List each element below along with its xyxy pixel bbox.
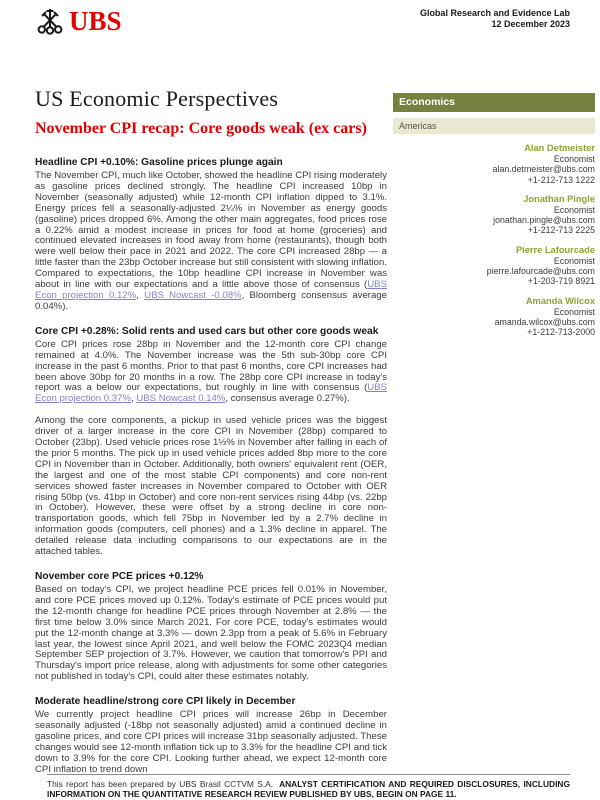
- contact-role: Economist: [553, 154, 595, 164]
- inline-link[interactable]: UBS Econ projection 0.37%: [35, 382, 387, 405]
- contact-card: [393, 194, 595, 236]
- contact-phone: +1-212-713 2225: [527, 225, 595, 236]
- text-segment: Core CPI prices rose 28bp in November and the 12-month core CPI change remained at 4.0%. The November increase was the 5th sub-30bp core CPI increase in the past 6 months. Prior to that past 6 months, core CPI increases had been above 30bp for 20 months in a row. The 28bp core CPI increase in today's report was a below our expectations, but roughly in line with consensus (: [35, 338, 387, 394]
- inline-link[interactable]: UBS Nowcast 0.14%: [136, 393, 226, 405]
- contact-card: [393, 296, 595, 338]
- main-content: [35, 157, 387, 789]
- paragraph: [35, 710, 387, 775]
- section-headline-cpi: [35, 157, 387, 313]
- ubs-wordmark: UBS: [69, 6, 122, 36]
- contact-card: [393, 143, 595, 185]
- section-december-outlook: [35, 696, 387, 775]
- section-core-cpi: [35, 326, 387, 558]
- footer-prepared-by: This report has been prepared by UBS Brasil CCTVM S.A.: [47, 779, 274, 789]
- ubs-keys-icon: [35, 5, 65, 37]
- page-header: [35, 5, 570, 37]
- text-segment: The November CPI, much like October, showed the headline CPI rising moderately as gasoline prices declined strongly. The headline CPI increased 10bp in November (seasonally adjusted) while 12-month CPI inflation dipped to 3.1%. Energy prices fell a seasonally-adjusted 2¼% in November as energy goods (gasoline) prices dropped 6%. Among the other main aggregates, food prices rose a 0.22% amid a modest increase in prices for food at home (groceries) and continued elevated increases in food away from home (restaurants), though both were well below their pace in 2021 and 2022. The core CPI increased 28bp — a little faster than the 23bp October increase but still consistent with slowing inflation. Compared to expectations, the 10bp headline CPI increase in November was about in line with our expectations and a little above those of consensus (: [35, 170, 387, 291]
- report-date: 12 December 2023: [491, 19, 570, 29]
- ubs-logo: [35, 5, 122, 37]
- contact-phone: +1-212-713 1222: [527, 174, 595, 185]
- contact-email: pierre.lafourcade@ubs.com: [486, 266, 595, 277]
- text-segment: Among the core components, a pickup in used vehicle prices was the biggest driver of a larger increase in the core CPI in November (28bp) compared to October (23bp). Used vehicle prices rose 1½% in November after falling in each of the prior 5 months. The pick up in used vehicle prices added 8bp more to the core CPI in November than in October. Additionally, both owners' equivalent rent (OER, the largest and one of the most stable CPI components) and core non-rent services showed faster increases in November compared to October with OER rising 50bp (vs. 41bp in October) and core non-rent services rising 44bp (vs. 22bp in October). However, these were offset by a strong decline in core non-transportation goods, which fell 75bp in November led by a 2.7% decline in information goods (computers, cell phones) and a 1.3% decline in apparel. The detailed release data including comparisons to our expectations are in the attached tables.: [35, 415, 387, 558]
- page-subtitle: November CPI recap: Core goods weak (ex cars): [35, 120, 367, 137]
- contact-name: Amanda Wilcox: [525, 295, 595, 306]
- header-meta: [420, 5, 570, 30]
- contact-email: alan.detmeister@ubs.com: [492, 164, 595, 175]
- contact-role: Economist: [553, 204, 595, 215]
- contact-phone: +1-203-719 8921: [527, 276, 595, 287]
- text-segment: , consensus average 0.27%).: [225, 393, 350, 405]
- sidebar-region-banner: Americas: [393, 118, 595, 134]
- inline-link[interactable]: UBS Nowcast -0.08%: [144, 289, 242, 301]
- title-block: [35, 86, 387, 138]
- contact-email: jonathan.pingle@ubs.com: [493, 215, 595, 226]
- contact-name: Jonathan Pingle: [523, 193, 595, 204]
- section-heading: Headline CPI +0.10%: Gasoline prices plunge again: [35, 157, 283, 168]
- analyst-contacts: [393, 143, 595, 338]
- contact-card: [393, 245, 595, 287]
- paragraph: [35, 585, 387, 683]
- section-heading: Moderate headline/strong core CPI likely in December: [35, 696, 296, 708]
- section-core-pce: [35, 571, 387, 683]
- research-lab-label: Global Research and Evidence Lab: [419, 8, 570, 18]
- text-segment: ,: [136, 289, 145, 301]
- section-heading: November core PCE prices +0.12%: [35, 571, 204, 582]
- contact-phone: +1-212-713-2000: [527, 327, 595, 338]
- section-heading: Core CPI +0.28%: Solid rents and used cars but other core goods weak: [35, 325, 379, 337]
- contact-name: Alan Detmeister: [524, 143, 595, 153]
- contact-role: Economist: [553, 255, 595, 266]
- text-segment: ,: [131, 393, 137, 405]
- page-title: US Economic Perspectives: [35, 86, 279, 111]
- text-segment: , Bloomberg consensus average 0.04%).: [35, 289, 387, 312]
- paragraph: [35, 340, 387, 405]
- text-segment: We currently project headline CPI prices will increase 26bp in December seasonally adjusted (-18bp not seasonally adjusted) amid a continued decline in gasoline prices, and core CPI prices will increase 31bp seasonally adjusted. These changes would see 12-month inflation tick up to 3.3% for the headline CPI and tick down to 3.9% for the core CPI. Looking further ahead, we expect 12-month core CPI inflation to trend down: [35, 709, 387, 775]
- paragraph: [35, 171, 387, 313]
- sidebar: [393, 93, 595, 347]
- footer-disclosure-text: ANALYST CERTIFICATION AND REQUIRED DISCLOSURES, INCLUDING INFORMATION ON THE QUANTITATIVE RESEARCH REVIEW PUBLISHED BY UBS, BEGIN ON PAGE 11.: [47, 779, 570, 799]
- contact-email: amanda.wilcox@ubs.com: [494, 316, 595, 327]
- inline-link[interactable]: UBS Econ projection 0.12%: [35, 279, 387, 301]
- footer-disclosure: [47, 774, 570, 799]
- text-segment: Based on today's CPI, we project headline PCE prices fell 0.01% in November, and core PCE prices moved up 0.12%. Today's estimate of PCE prices would put the 12-month change for headline PCE prices through November at 2.8% — the first time below 3.0% since March 2021. For core PCE, today's estimates would put the 12-month change at 3.3% — down 2.3pp from a peak of 5.6% in February last year, the lowest since April 2021, and well below the FOMC 2023Q4 median September SEP projection of 3.7%. However, we caution that tomorrow's PPI and Thursday's import price release, along with adjustments for some other categories not published in today's CPI, could alter these estimates notably.: [35, 584, 387, 683]
- contact-name: Pierre Lafourcade: [515, 244, 595, 255]
- paragraph: [35, 416, 387, 558]
- sidebar-category-banner: Economics: [393, 93, 595, 112]
- contact-role: Economist: [553, 306, 595, 317]
